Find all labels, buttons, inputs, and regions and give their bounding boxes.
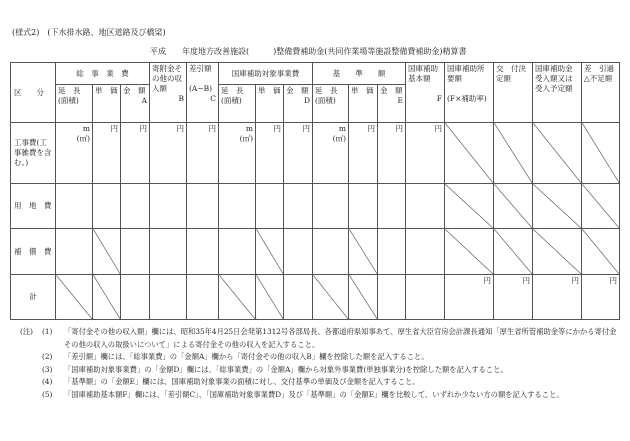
cell[interactable]: m (㎡) xyxy=(219,123,256,184)
note-item: (注) (1) 「寄付金その他の収入額」欄には、昭和35年4月25日会発第1312号各部局長、各都道府県知事あて、厚生省大臣官房会計課長通知「厚生省所管補助金等にかかる寄付金その他の収入の取扱いについて」による寄付金その他の収入を記入すること。 xyxy=(20,327,617,349)
cell[interactable] xyxy=(406,184,445,229)
crossed-cell xyxy=(582,229,620,275)
header-received: 国庫補助金受入額又は受入予定額 xyxy=(533,63,582,123)
crossed-cell xyxy=(349,275,378,320)
header-amount-e: 金 額 E xyxy=(378,85,406,123)
header-length: 延 長 (面積) xyxy=(219,85,256,123)
row-label: 用 地 費 xyxy=(11,184,56,229)
note-item: (3) 「国庫補助対象事業費」の「金額D」欄には、「総事業費」の「金額A」欄から対象外事業費(単独事業分)を控除した額を記入すること。 xyxy=(42,364,508,374)
crossed-cell xyxy=(256,229,284,275)
cell[interactable] xyxy=(187,184,219,229)
table-row xyxy=(11,229,620,275)
cell[interactable]: m (㎡) xyxy=(313,123,349,184)
cell[interactable]: 円 xyxy=(187,123,219,184)
crossed-cell xyxy=(494,184,533,229)
cell[interactable]: 円 xyxy=(349,123,378,184)
cell[interactable] xyxy=(284,275,313,320)
cell[interactable] xyxy=(56,229,93,275)
cell[interactable] xyxy=(121,275,150,320)
form-label: (様式2) (下水排水路、地区道路及び橋梁) xyxy=(12,28,166,37)
cell[interactable] xyxy=(150,229,187,275)
note-item: (4) 「基準額」の「金額E」欄には、国庫補助対象事業の面積に対し、交付基準の単価及び金額を記入すること。 xyxy=(42,377,420,387)
document-title: 平成 年度地方改善施設( )整備費補助金(共同作業場等施設整備費補助金)精算書 xyxy=(150,47,467,56)
table-row-total xyxy=(11,275,620,320)
cell[interactable] xyxy=(378,184,406,229)
cell[interactable] xyxy=(121,229,150,275)
cell[interactable] xyxy=(256,184,284,229)
cell[interactable] xyxy=(378,275,406,320)
crossed-cell xyxy=(445,184,494,229)
crossed-cell xyxy=(445,123,494,184)
cell[interactable] xyxy=(219,184,256,229)
header-grant-decision: 交 付決定額 xyxy=(494,63,533,123)
row-label: 計 xyxy=(11,275,56,320)
notes xyxy=(20,326,620,402)
table-row xyxy=(11,184,620,229)
crossed-cell xyxy=(494,123,533,184)
header-length: 延 長 (面積) xyxy=(56,85,93,123)
header-balance: 差 引過△不足額 xyxy=(582,63,620,123)
settlement-table xyxy=(10,62,620,320)
header-subsidy-target: 国庫補助対象事業費 xyxy=(219,63,313,85)
cell[interactable]: 円 xyxy=(256,123,284,184)
header-amount-d: 金 額 D xyxy=(284,85,313,123)
cell[interactable] xyxy=(313,229,349,275)
cell[interactable]: 円 xyxy=(150,123,187,184)
crossed-cell xyxy=(219,275,256,320)
cell[interactable] xyxy=(187,229,219,275)
header-donation: 寄附金その他の収入額 B xyxy=(150,63,187,123)
note-item: (5) 「国庫補助基本額F」欄には、「差引額C」、「国庫補助対象事業費D」及び「基準額」の「金額E」欄を比較して、いずれか少ない方の額を記入すること。 xyxy=(42,389,564,399)
cell[interactable] xyxy=(150,275,187,320)
row-label: 工事費(工事雑費を含む。) xyxy=(11,123,56,184)
cell[interactable]: 円 xyxy=(121,123,150,184)
cell[interactable] xyxy=(313,184,349,229)
header-standard: 基 準 額 xyxy=(313,63,406,85)
crossed-cell xyxy=(582,184,620,229)
crossed-cell xyxy=(582,123,620,184)
cell[interactable] xyxy=(121,184,150,229)
crossed-cell xyxy=(445,229,494,275)
header-unit-price: 単 価 xyxy=(93,85,121,123)
crossed-cell xyxy=(533,123,582,184)
cell[interactable] xyxy=(187,275,219,320)
cell[interactable]: 円 xyxy=(284,123,313,184)
cell[interactable] xyxy=(406,275,445,320)
cell[interactable] xyxy=(150,184,187,229)
header-unit-price: 単 価 xyxy=(256,85,284,123)
cell[interactable]: 円 xyxy=(582,275,620,320)
cell[interactable]: 円 xyxy=(533,275,582,320)
header-unit-price: 単 価 xyxy=(349,85,378,123)
cell[interactable]: 円 xyxy=(378,123,406,184)
header-amount-a: 金 額 A xyxy=(121,85,150,123)
cell[interactable]: 円 xyxy=(494,275,533,320)
cell[interactable] xyxy=(349,184,378,229)
cell[interactable]: 円 xyxy=(406,123,445,184)
crossed-cell xyxy=(494,229,533,275)
crossed-cell xyxy=(313,275,349,320)
header-total-cost: 総 事 業 費 xyxy=(56,63,150,85)
table-row xyxy=(11,123,620,184)
crossed-cell xyxy=(533,229,582,275)
row-label: 補 償 費 xyxy=(11,229,56,275)
header-basic-amount: 国庫補助基本額 F xyxy=(406,63,445,123)
cell[interactable] xyxy=(378,229,406,275)
cell[interactable] xyxy=(56,184,93,229)
header-required-amount: 国庫補助所要額 (F×補助率) xyxy=(445,63,494,123)
note-item: (2) 「差引額」欄には、「総事業費」の「金額A」欄から「寄付金その他の収入B」欄を控除した額を記入すること。 xyxy=(42,352,429,362)
crossed-cell xyxy=(533,184,582,229)
crossed-cell xyxy=(56,275,93,320)
header-difference: 差引額 (A−B) C xyxy=(187,63,219,123)
header-kubun: 区 分 xyxy=(11,63,56,123)
cell[interactable]: m (㎡) xyxy=(56,123,93,184)
crossed-cell xyxy=(349,229,378,275)
cell[interactable] xyxy=(93,184,121,229)
crossed-cell xyxy=(256,275,284,320)
crossed-cell xyxy=(93,229,121,275)
crossed-cell xyxy=(93,275,121,320)
header-length: 延 長 (面積) xyxy=(313,85,349,123)
cell[interactable]: 円 xyxy=(445,275,494,320)
cell[interactable]: 円 xyxy=(93,123,121,184)
cell[interactable] xyxy=(406,229,445,275)
cell[interactable] xyxy=(219,229,256,275)
cell[interactable] xyxy=(284,229,313,275)
cell[interactable] xyxy=(284,184,313,229)
